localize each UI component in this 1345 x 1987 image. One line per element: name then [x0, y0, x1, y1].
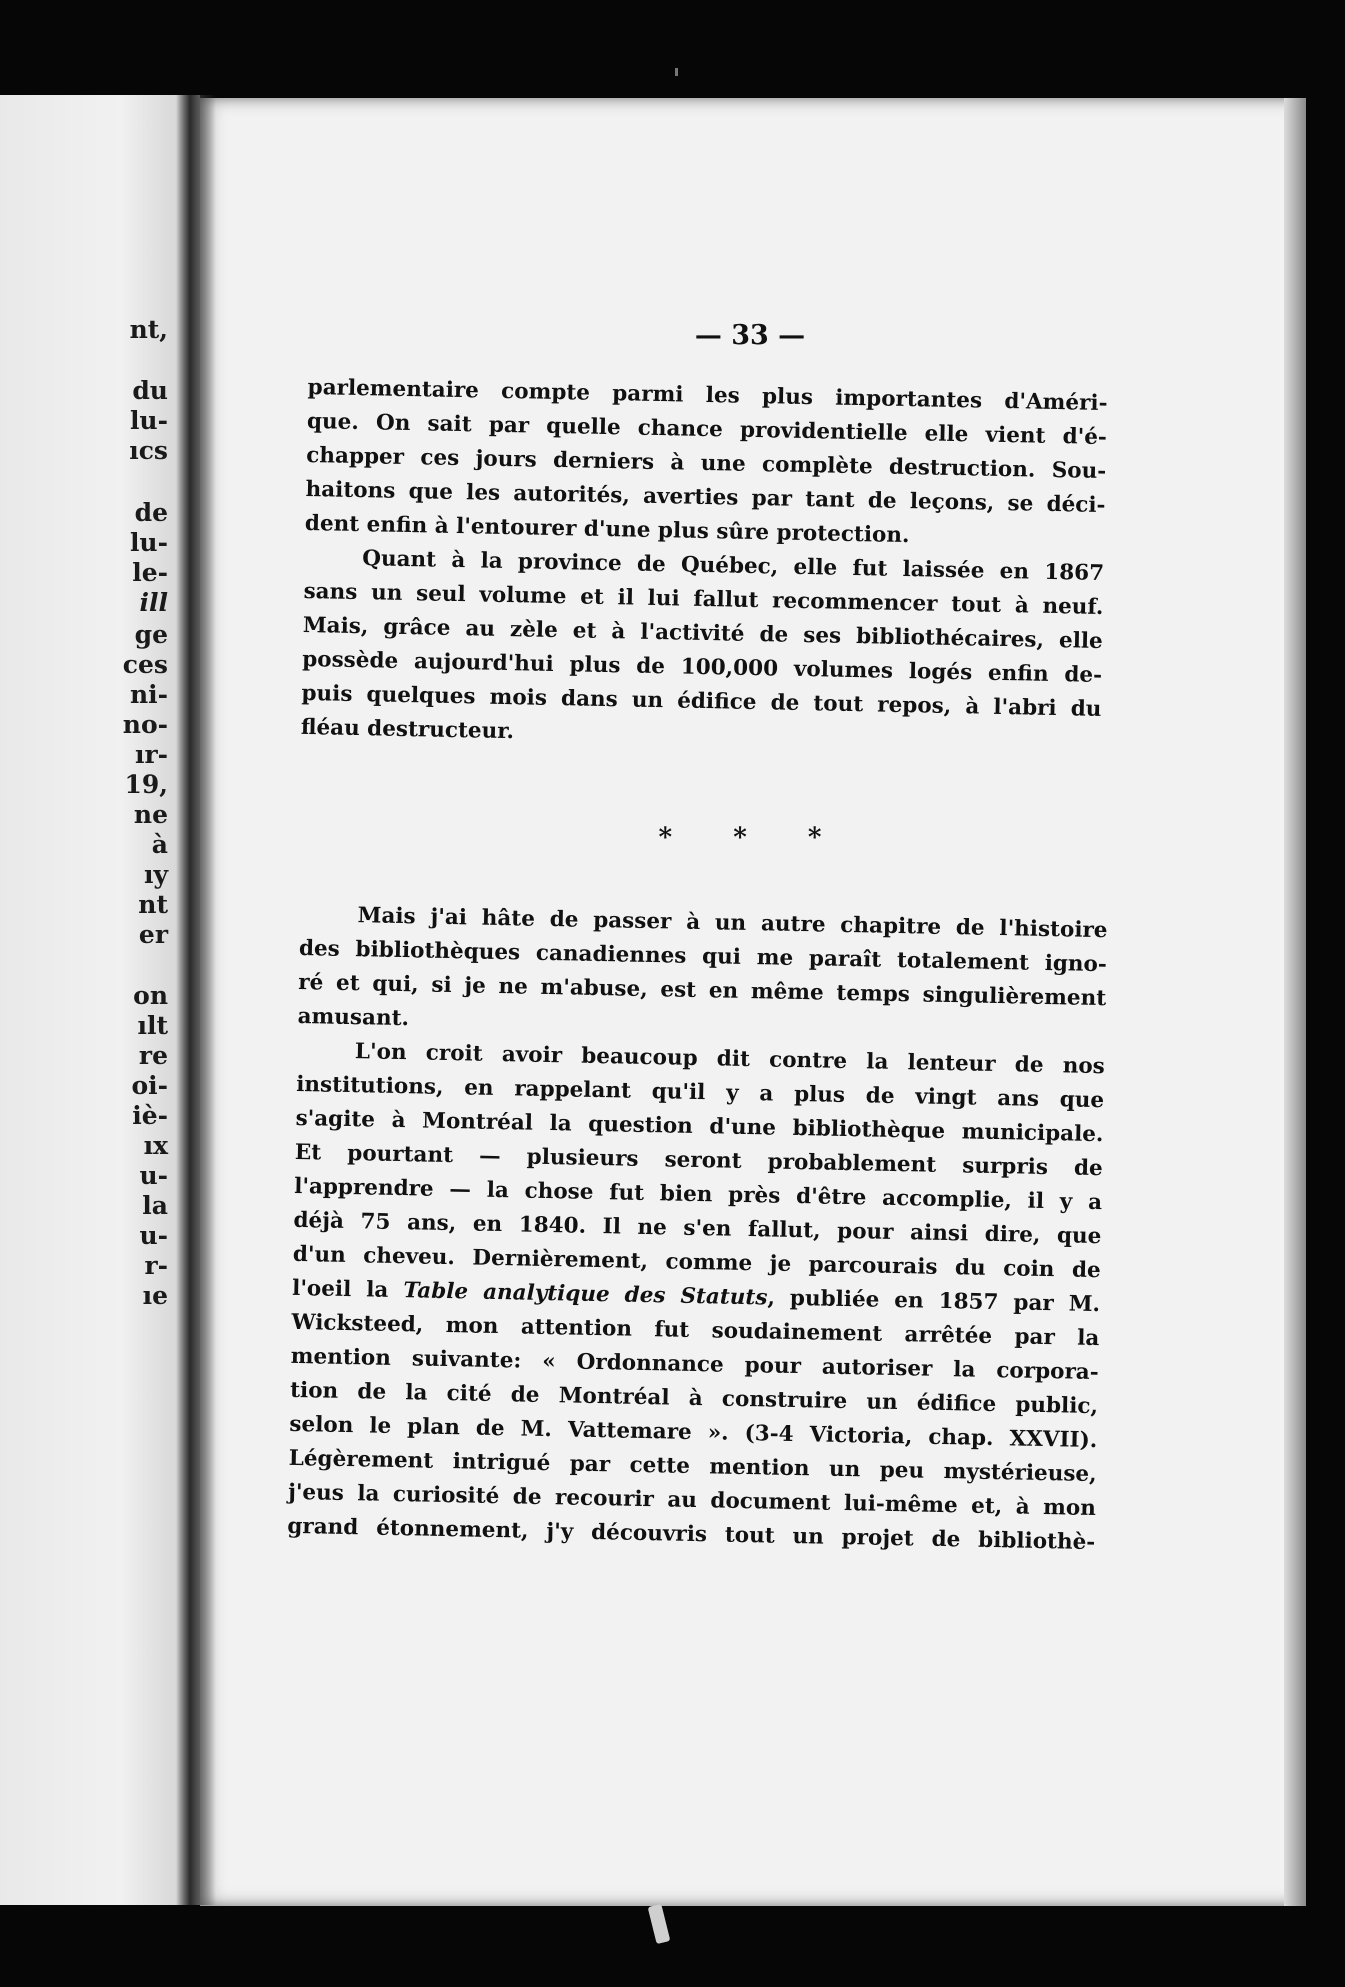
- text-line: l'apprendre — la chose fut bien près d'être accomplie, il y a: [293, 1173, 1103, 1216]
- text-line: selon le plan de M. Vattemare ». (3-4 Victoria, chap. XXVII).: [289, 1411, 1098, 1454]
- text-line: chapper ces jours derniers à une complète destruction. Sou-: [306, 442, 1107, 485]
- text-line: déjà 75 ans, en 1840. Il ne s'en fallut, pour ainsi dire, que: [293, 1207, 1102, 1250]
- left-fragment: 19,: [124, 770, 168, 799]
- left-fragment: nt: [138, 890, 168, 919]
- left-fragment: er: [138, 920, 168, 949]
- text-line: ré et qui, si je ne m'abuse, est en même temps singulièrement: [298, 969, 1107, 1012]
- current-page: [200, 98, 1306, 1906]
- text-line: j'eus la curiosité de recourir au document lui-même et, à mon: [287, 1479, 1097, 1522]
- left-fragment: oi-: [131, 1071, 168, 1100]
- left-fragment: re: [138, 1041, 168, 1070]
- text-line: Mais, grâce au zèle et à l'activité de ses bibliothécaires, elle: [302, 612, 1103, 655]
- text-line: amusant.: [297, 1003, 410, 1032]
- text-line: puis quelques mois dans un édifice de tout repos, à l'abri du: [301, 680, 1102, 722]
- previous-page-line-endings: [18, 95, 168, 1905]
- text-line: possède aujourd'hui plus de 100,000 volumes logés enfin de-: [301, 646, 1103, 688]
- text-line: tion de la cité de Montréal à construire un édifice public,: [289, 1377, 1099, 1420]
- left-fragment: r-: [144, 1251, 168, 1280]
- left-fragment: ge: [134, 620, 168, 649]
- text-line: d'un cheveu. Dernièrement, comme je parcourais du coin de: [292, 1241, 1101, 1284]
- left-fragment: no-: [122, 710, 168, 739]
- text-line: L'on croit avoir beaucoup dit contre la lenteur de nos: [354, 1039, 1106, 1080]
- text-line: institutions, en rappelant qu'il y a plus de vingt ans que: [296, 1071, 1105, 1114]
- left-fragment: u-: [139, 1221, 168, 1250]
- left-fragment: ıy: [143, 860, 168, 889]
- scan-clip-mark: [648, 1904, 671, 1944]
- left-fragment: nt,: [129, 315, 168, 344]
- text-line: Et pourtant — plusieurs seront probablement surpris de: [294, 1139, 1103, 1182]
- left-fragment: iè-: [132, 1101, 168, 1130]
- left-fragment: la: [142, 1191, 168, 1220]
- text-line: dent enfin à l'entourer d'une plus sûre protection.: [304, 510, 910, 549]
- left-fragment: ılt: [137, 1011, 168, 1040]
- text-line: que. On sait par quelle chance providentielle elle vient d'é-: [306, 408, 1108, 451]
- left-fragment: ne: [133, 800, 168, 829]
- left-fragment: ıcs: [129, 436, 168, 465]
- text-line: s'agite à Montréal la question d'une bibliothèque municipale.: [295, 1105, 1104, 1148]
- upper-text-block: [300, 371, 1107, 761]
- text-line: haitons que les autorités, averties par tant de leçons, se déci-: [305, 476, 1106, 519]
- left-fragment: lu-: [129, 406, 168, 435]
- text-line: sans un seul volume et il lui fallut recommencer tout à neuf.: [303, 578, 1104, 621]
- left-fragment: ces: [122, 650, 168, 679]
- text-fragment: , publiée en 1857 par M.: [767, 1285, 1101, 1318]
- left-fragment: le-: [132, 558, 168, 587]
- text-line: parlementaire compte parmi les plus importantes d'Améri-: [307, 374, 1108, 417]
- left-fragment: ni-: [129, 680, 168, 709]
- book-gutter-shadow: [176, 95, 216, 1905]
- text-line: Mais j'ai hâte de passer à un autre chapitre de l'histoire: [357, 903, 1108, 944]
- previous-page: [0, 95, 200, 1905]
- text-line: Quant à la province de Québec, elle fut laissée en 1867: [361, 546, 1105, 587]
- left-fragment: ır-: [134, 740, 168, 769]
- text-line: fléau destructeur.: [300, 714, 515, 745]
- left-fragment: lu-: [129, 528, 168, 557]
- left-fragment: de: [134, 498, 168, 527]
- left-fragment: à: [151, 830, 168, 859]
- left-fragment: on: [133, 981, 168, 1010]
- text-line: Wicksteed, mon attention fut soudainement arrêtée par la: [291, 1309, 1100, 1352]
- page-edge: [1284, 98, 1306, 1906]
- book-title: Table analytique des Statuts: [403, 1278, 768, 1311]
- text-line: grand étonnement, j'y découvris tout un projet de bibliothè-: [287, 1513, 1096, 1556]
- left-fragment: ıx: [143, 1131, 168, 1160]
- lower-text-block: [287, 898, 1108, 1560]
- left-fragment: ıe: [142, 1281, 168, 1310]
- left-fragment: du: [132, 376, 168, 405]
- page-number: — 33 —: [694, 320, 806, 351]
- text-line: mention suivante: « Ordonnance pour autoriser la corpora-: [290, 1343, 1099, 1386]
- dust-speck: [675, 68, 678, 76]
- left-fragment: ill: [139, 588, 168, 617]
- text-line: des bibliothèques canadiennes qui me paraît totalement igno-: [298, 935, 1108, 978]
- left-fragment: u-: [139, 1161, 168, 1190]
- text-line: Légèrement intrigué par cette mention un peu mystérieuse,: [288, 1445, 1097, 1488]
- text-fragment: l'oeil la: [291, 1275, 404, 1304]
- section-separator: * * *: [658, 823, 848, 853]
